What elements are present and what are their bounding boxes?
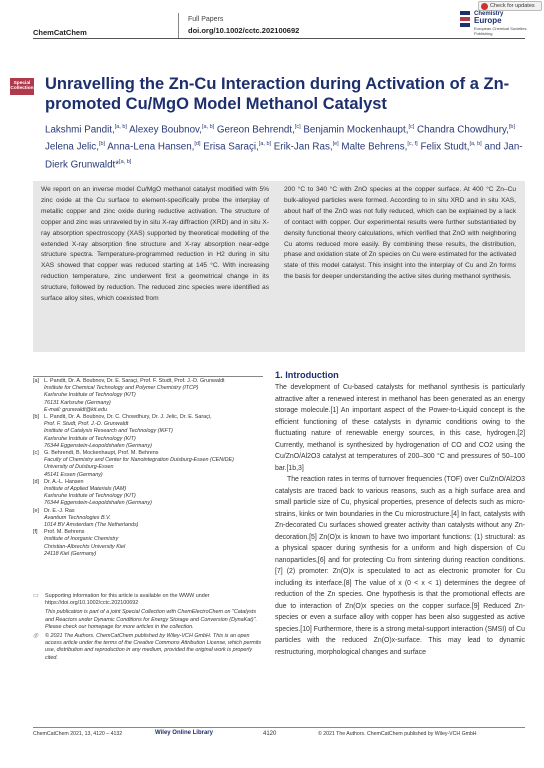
affiliation-line: G. Behrendt, B. Mockenhaupt, Prof. M. Behrens — [44, 450, 159, 457]
journal-name: ChemCatChem — [33, 28, 87, 37]
affiliation-line: Institute of Applied Materials (IAM) — [44, 486, 127, 493]
abstract-box — [33, 181, 525, 352]
collection-note: This publication is part of a joint Special Collection with ChemElectroChem on "Catalysts and Reactors under Dynamic Conditions for Energy Storage and Conversion (DynaKat)". Please check our homepage for more articles in the collection. — [45, 609, 257, 630]
author-affiliation-mark: [a, b] — [119, 158, 132, 165]
affiliation-line: Institute for Chemical Technology and Polymer Chemistry (ITCP) — [44, 385, 199, 392]
affiliation-line: Dr. A.-L. Hansen — [44, 478, 84, 485]
affiliation-line: Christian-Albrechts University Kiel — [44, 543, 126, 550]
publisher-name: Europe — [474, 16, 502, 25]
supporting-info-text[interactable]: Supporting information for this article is available on the WWW under https://doi.org/10.1002/cctc.202100692 — [45, 593, 210, 607]
affiliation-line: E-mail: grunwaldt@kit.edu — [44, 406, 107, 413]
affiliation-line: Karlsruhe Institute of Technology (KIT) — [44, 493, 136, 500]
wiley-online-library-link[interactable]: Wiley Online Library — [155, 730, 213, 736]
affiliation-key: [c] — [33, 450, 39, 457]
affiliation-line: 24118 Kiel (Germany) — [44, 550, 97, 557]
affiliation-entry — [33, 479, 263, 508]
author-affiliation-mark: [b] — [98, 141, 106, 148]
supplementary-notes — [33, 593, 263, 664]
affiliation-key: [e] — [33, 507, 39, 514]
affiliation-key: [a] — [33, 378, 39, 384]
author-affiliation-mark: [a, b] — [114, 124, 127, 130]
article-title: Unravelling the Zn-Cu Interaction during Activation of a Zn-promoted Cu/MgO Model Methanol Catalyst — [45, 75, 510, 113]
author-name[interactable]: Erisa Saraçi, — [203, 141, 259, 153]
author-name[interactable]: Erik-Jan Ras, — [273, 141, 333, 153]
header-divider — [178, 13, 179, 39]
introduction-body — [275, 382, 525, 658]
affiliation-line: 76131 Karlsruhe (Germany) — [44, 399, 111, 406]
section-label: Full Papers — [188, 16, 224, 23]
affiliation-line: L. Pandit, Dr. A. Boubnov, Dr. E. Saraçi, Prof. F. Studt, Prof. J.-D. Grunwaldt — [44, 378, 225, 384]
affiliations — [33, 378, 263, 558]
affiliation-line: Prof. F. Studt, Prof. J.-D. Grunwaldt — [44, 421, 129, 428]
affiliation-line: Prof. M. Behrens — [44, 529, 85, 536]
abstract-left: We report on an inverse model Cu/MgO methanol catalyst modified with 5% zinc oxide at the Cu surface to element-specifically probe the interplay of metallic copper and zinc oxide during reductive activation. The structure of copper and zinc was unraveled by in situ X-ray diffraction (XRD) and in situ X-ray absorption spectroscopy (XAS) supported by theoretical modelling of the extended X-ray absorption fine structure and X-ray absorption near-edge structure spectra. Temperature-programmed reduction in H2 during in situ XAS showed that copper was reduced starting at 145 °C. With increasing reduction temperature, zinc underwent first a geometrical change in its structure, followed by reduction. The reduced zinc species were identified as surface alloy sites, which coexisted from — [41, 186, 269, 303]
author-name[interactable]: Felix Studt, — [420, 141, 470, 153]
author-affiliation-mark: [a, b] — [201, 124, 215, 130]
footer-citation: ChemCatChem 2021, 13, 4120 – 4132 — [33, 731, 123, 737]
author-name[interactable]: Jelena Jelic, — [45, 141, 99, 153]
affiliation-line: 76344 Eggenstein-Leopoldshafen (Germany) — [44, 500, 152, 507]
author-affiliation-mark: [c] — [294, 124, 301, 130]
collection-icon — [33, 609, 45, 631]
affiliation-line: University of Duisburg-Essen — [44, 464, 114, 471]
affiliation-line: Karlsruhe Institute of Technology (KIT) — [44, 392, 136, 399]
section-heading: 1. Introduction — [275, 370, 339, 380]
author-affiliation-mark: [e] — [332, 141, 339, 148]
author-name[interactable]: Lakshmi Pandit, — [45, 124, 115, 136]
author-affiliation-mark: [a, b] — [469, 141, 482, 148]
check-updates-icon — [481, 3, 488, 10]
affiliation-line: Dr. E.-J. Ras — [44, 507, 75, 514]
affiliation-entry — [33, 508, 263, 530]
affiliation-entry — [33, 450, 263, 479]
page-number: 4120 — [263, 731, 277, 737]
author-name[interactable]: Alexey Boubnov, — [129, 124, 202, 136]
intro-paragraph-1: The development of Cu-based catalysts for methanol synthesis is particularly attractive after a renewed interest in methanol has been generated as an energy storage molecule.[1] An important aspect of the Power-to-Liquid concept is the efficient functioning of these catalysts in dynamic conditions owing to the fluctuating nature of renewable energy sources, in this case, hydrogen.[2] Currently, methanol is synthesized by hydrogenation of CO and CO2 using the Cu/ZnO/Al2O3 catalyst at temperatures of 200–300 °C and pressures of 50–100 bar.[1b,3] — [275, 384, 525, 472]
affiliation-rule — [33, 376, 263, 377]
publisher-top: Chemistry — [474, 11, 504, 17]
author-name[interactable]: Benjamin Mockenhaupt, — [303, 124, 409, 136]
footer-rule — [33, 727, 525, 728]
affiliation-entry — [33, 529, 263, 558]
affiliation-line: 1014 BV Amsterdam (The Netherlands) — [44, 522, 139, 529]
affiliation-line: 76344 Eggenstein-Leopoldshafen (Germany) — [44, 442, 152, 449]
doi-link[interactable]: doi.org/10.1002/cctc.202100692 — [188, 26, 300, 35]
check-updates-button[interactable] — [478, 1, 542, 11]
publisher-subtitle: European Chemical Societies Publishing — [474, 26, 527, 36]
author-name[interactable]: Chandra Chowdhury, — [417, 124, 509, 136]
affiliation-line: L. Pandit, Dr. A. Boubnov, Dr. C. Chowdhury, Dr. J. Jelic, Dr. E. Saraçi, — [44, 414, 212, 421]
affiliation-line: 45141 Essen (Germany) — [44, 471, 103, 478]
affiliation-line: Karlsruhe Institute of Technology (KIT) — [44, 435, 136, 442]
author-name[interactable]: Malte Behrens, — [341, 141, 408, 153]
license-text: © 2021 The Authors. ChemCatChem published by Wiley-VCH GmbH. This is an open access article under the terms of the Creative Commons Attribution License, which permits use, distribution and reproduction in any medium, provided the original work is properly cited. — [45, 633, 262, 661]
check-updates-label: Check for updates — [490, 3, 535, 9]
author-name[interactable]: and Jan-Dierk Grunwaldt* — [45, 141, 523, 171]
author-affiliation-mark: [c, f] — [407, 141, 418, 148]
author-affiliation-mark: [c] — [408, 124, 415, 130]
footer-copyright: © 2021 The Authors. ChemCatChem published by Wiley-VCH GmbH — [318, 731, 477, 737]
open-access-icon: ◎ — [33, 633, 39, 640]
special-collection-tag: Special Collection — [10, 78, 34, 95]
chemistry-europe-logo-icon — [458, 10, 472, 32]
author-name[interactable]: Gereon Behrendt, — [216, 124, 295, 136]
affiliation-line: Institute of Inorganic Chemistry — [44, 536, 119, 543]
affiliation-key: [d] — [33, 478, 39, 485]
affiliation-line: Institute of Catalysis Research and Technology (IKFT) — [44, 428, 173, 435]
author-name[interactable]: Anna-Lena Hansen, — [107, 141, 195, 153]
affiliation-key: [b] — [33, 414, 39, 421]
author-affiliation-mark: [d] — [194, 141, 201, 148]
affiliation-entry — [33, 378, 263, 414]
author-affiliation-mark: [a, b] — [258, 141, 272, 148]
affiliation-line: Faculty of Chemistry and Center for Nanointegration Duisburg-Essen (CENIDE) — [44, 457, 234, 464]
abstract-right: 200 °C to 340 °C with ZnO species at the copper surface. At 400 °C Zn–Cu bulk-alloyed particles were formed. According to in situ XRD and in situ XAS, about half of the ZnO was not fully reduced, which can be explained by a lack of contact with copper. Our experimental results were further substantiated by density functional theory calculations, which verified that ZnO with neighboring Cu atoms reduced more easily. By combining these results, the distribution, phase and oxidation state of Zn species on Cu were estimated for the activated state of this model catalyst. This insight into the interplay of Cu and Zn forms the basis for deeper understanding the active sites during methanol synthesis. — [284, 186, 516, 281]
affiliation-key: [f] — [33, 529, 38, 536]
author-list — [45, 120, 525, 172]
author-affiliation-mark: [b] — [508, 124, 515, 130]
affiliation-entry — [33, 414, 263, 450]
affiliation-line: Avantium Technologies B.V. — [44, 514, 111, 521]
computer-icon: ▭ — [33, 593, 39, 599]
intro-paragraph-2: The reaction rates in terms of turnover frequencies (TOF) over Cu/ZnO/Al2O3 catalysts are traced back to various reasons, such as a high surface area and small particle size of Cu, physical properties, presence of defects such as micro-strains, kinks or twin boundaries in the Cu microstructure.[4] In fact, catalysts with Zn-decorated Cu surfaces showed greater activity than catalysts without any Zn-decoration.[5] Zn(O)x is known to have two important functions: (1) structural: as a physical spacer during synthesis for a uniform and high dispersion of Cu nanoparticles,[6] and for protecting Cu from sintering during reaction conditions.[7] (2) promoter: Zn(O)x is speculated to act as electronic promoter for Cu including its interface.[8] The value of x (0 < x < 1) determines the degree of reduction of the Zn species. One hypothesis is that the promotional effects are due to interaction of Zn(O)x species on the copper surface.[9] Reduced Zn-species or even a surface alloy with copper has been also suggested as active species.[10] Furthermore, there is a strong metal-support interaction (SMSI) of Cu particles with the reduced Zn(O)x-surface. This may lead to dynamic restructuring, morphological changes and surface — [275, 476, 525, 656]
header-rule — [33, 38, 525, 39]
